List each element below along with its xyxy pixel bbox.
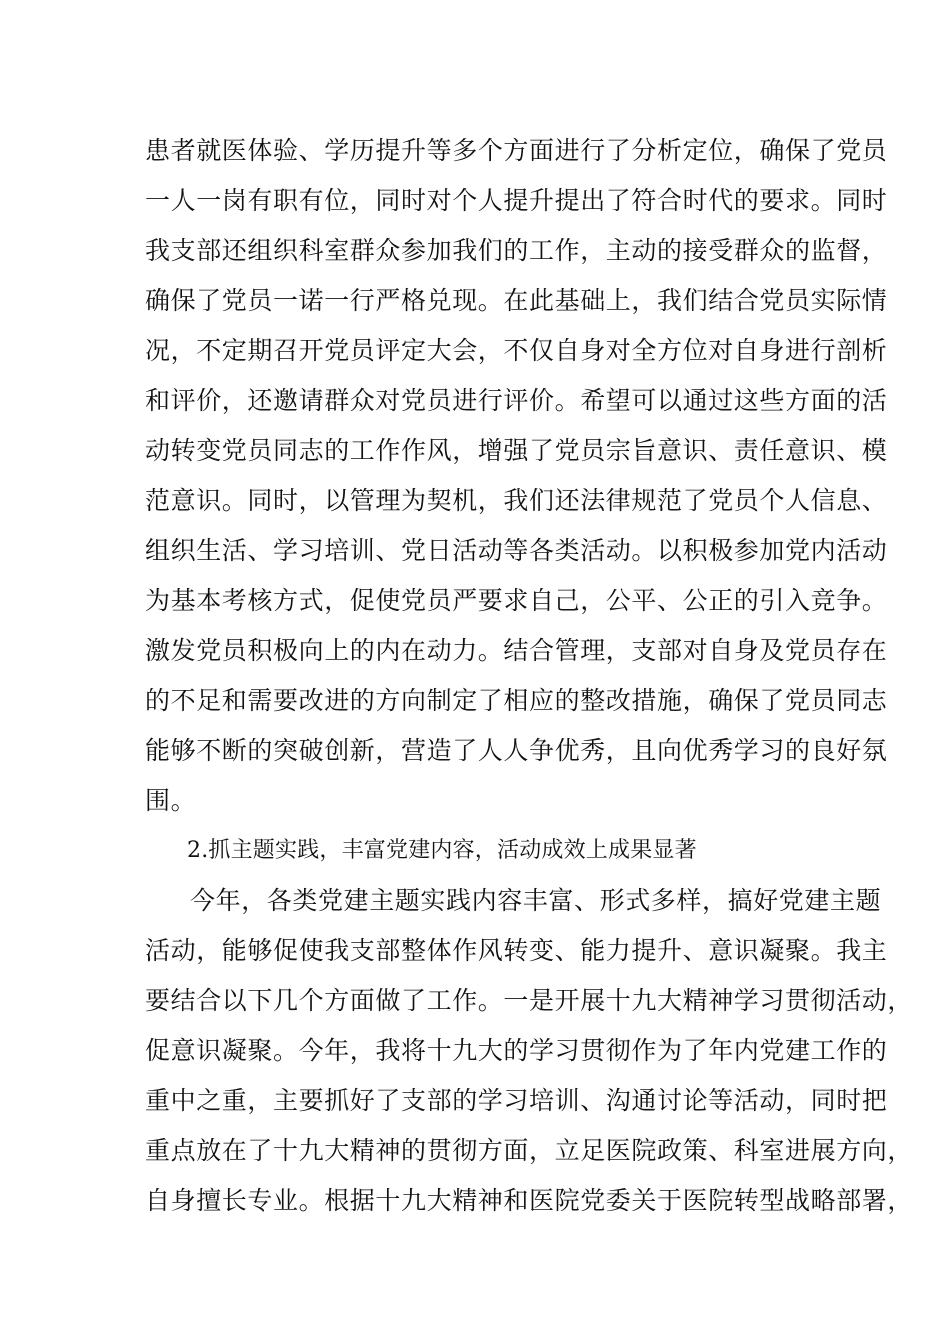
paragraph-line: 重点放在了十九大精神的贯彻方面，立足医院政策、科室进展方向， xyxy=(145,1136,914,1165)
paragraph-line: 动转变党员同志的工作作风，增强了党员宗旨意识、责任意识、模 xyxy=(145,436,888,465)
paragraph-line: 活动，能够促使我支部整体作风转变、能力提升、意识凝聚。我主 xyxy=(145,936,888,965)
paragraph-line: 重中之重，主要抓好了支部的学习培训、沟通讨论等活动，同时把 xyxy=(145,1086,888,1115)
paragraph-line: 一人一岗有职有位，同时对个人提升提出了符合时代的要求。同时 xyxy=(145,186,888,215)
paragraph-line: 范意识。同时，以管理为契机，我们还法律规范了党员个人信息、 xyxy=(145,486,888,515)
section-heading: 2.抓主题实践，丰富党建内容，活动成效上成果显著 xyxy=(187,838,697,863)
paragraph-line: 的不足和需要改进的方向制定了相应的整改措施，确保了党员同志 xyxy=(145,686,888,715)
paragraph-line: 激发党员积极向上的内在动力。结合管理，支部对自身及党员存在 xyxy=(145,636,888,665)
paragraph-line: 组织生活、学习培训、党日活动等各类活动。以积极参加党内活动 xyxy=(145,536,888,565)
paragraph-line: 今年，各类党建主题实践内容丰富、形式多样，搞好党建主题 xyxy=(190,886,882,915)
paragraph-line: 确保了党员一诺一行严格兑现。在此基础上，我们结合党员实际情 xyxy=(145,286,888,315)
paragraph-line: 促意识凝聚。今年，我将十九大的学习贯彻作为了年内党建工作的 xyxy=(145,1036,888,1065)
paragraph-line: 况，不定期召开党员评定大会，不仅自身对全方位对自身进行剖析 xyxy=(145,336,888,365)
paragraph-line: 能够不断的突破创新，营造了人人争优秀，且向优秀学习的良好氛 xyxy=(145,736,888,765)
paragraph-line: 要结合以下几个方面做了工作。一是开展十九大精神学习贯彻活动， xyxy=(145,986,914,1015)
paragraph-line: 我支部还组织科室群众参加我们的工作，主动的接受群众的监督， xyxy=(145,236,888,265)
paragraph-line: 自身擅长专业。根据十九大精神和医院党委关于医院转型战略部署， xyxy=(145,1186,914,1215)
paragraph-line: 围。 xyxy=(145,786,197,815)
paragraph-line: 为基本考核方式，促使党员严要求自己，公平、公正的引入竞争。 xyxy=(145,586,888,615)
paragraph-line: 和评价，还邀请群众对党员进行评价。希望可以通过这些方面的活 xyxy=(145,386,888,415)
paragraph-line: 患者就医体验、学历提升等多个方面进行了分析定位，确保了党员 xyxy=(145,136,888,165)
